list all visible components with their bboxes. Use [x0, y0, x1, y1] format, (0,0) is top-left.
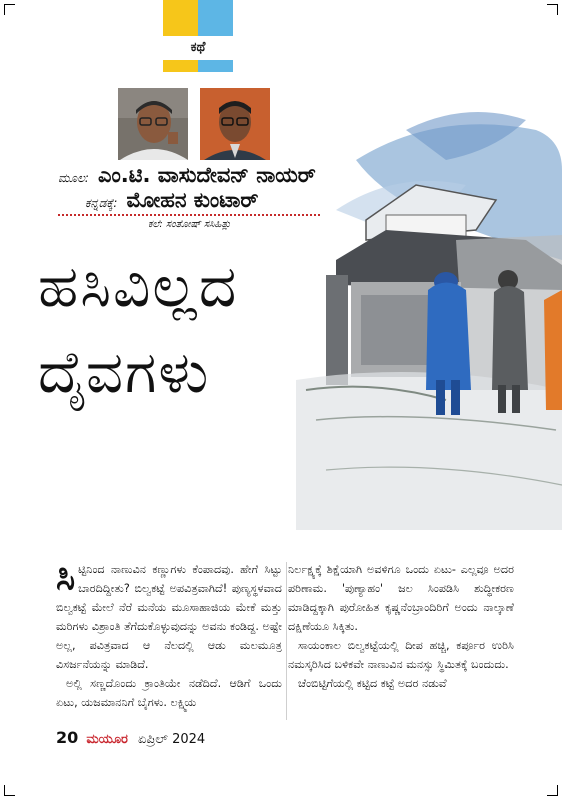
magazine-name: ಮಯೂರ — [86, 732, 128, 747]
drop-cap: ಸಿ — [56, 557, 76, 598]
source-label: ಮೂಲ: — [58, 171, 89, 185]
author-photo — [118, 88, 188, 160]
story-title-line1: ಹಸಿವಿಲ್ಲದ — [38, 252, 239, 320]
story-title-line2: ದೈವಗಳು — [38, 338, 211, 406]
issue-date: ಏಪ್ರಿಲ್ 2024 — [138, 732, 206, 747]
watercolor-illustration — [296, 90, 562, 530]
paragraph-text: ಟ್ಟಿನಿಂದ ನಾಣುವಿನ ಕಣ್ಣುಗಳು ಕೆಂಪಾದವು. ಹೇಗೆ ಸಿಟ್ಟು ಬಾರದಿದ್ದೀತು? ಬಿಲ್ವಕಟ್ಟೆ ಅಪವಿತ್ರವಾಗಿದೆ! ಪುಣ್ಯಸ್ಥಳವಾದ ಬಿಲ್ವಕಟ್ಟೆ ಮೇಲೆ ನೆರೆ ಮನೆಯ ಮೂಸಾಹಾಜಿಯ ಮೇಕೆ ಮತ್ತು ಮರಿಗಳು ವಿಶ್ರಾಂತಿ ತೆಗೆದುಕೊಳ್ಳುವುದನ್ನು ಅವನು ಕಂಡಿದ್ದ. ಅಷ್ಟೇ ಅಲ್ಲ, ಪವಿತ್ರವಾದ ಆ ನೆಲದಲ್ಲಿ ಆಡು ಮಲಮೂತ್ರ ವಿಸರ್ಜನೆಯನ್ನು ಮಾಡಿದೆ. — [56, 563, 282, 671]
page-number: 20 — [56, 728, 79, 747]
translator-photo — [200, 88, 270, 160]
tag-yellow-bar — [163, 60, 198, 72]
crop-mark — [4, 785, 15, 796]
crop-mark — [547, 4, 558, 15]
author-name: ಎಂ.ಟಿ. ವಾಸುದೇವನ್ ನಾಯರ್ — [97, 163, 316, 187]
paragraph: ಸಾಯಂಕಾಲ ಬಿಲ್ವಕಟ್ಟೆಯಲ್ಲಿ ದೀಪ ಹಚ್ಚಿ, ಕರ್ಪೂರ ಉರಿಸಿ ನಮಸ್ಕರಿಸಿದ ಬಳಿಕವೇ ನಾಣುವಿನ ಮನಸ್ಸು ಸ್ಥಿಮಿತಕ್ಕೆ ಬಂದುದು. — [288, 639, 514, 671]
section-tag — [163, 0, 233, 72]
author-credit — [58, 163, 316, 188]
paragraph: ಅಲ್ಲಿ ಸಣ್ಣದೊಂದು ಕ್ರಾಂತಿಯೇ ನಡೆದಿದೆ. ಆಡಿಗೆ ಒಂದು ಏಟು, ಯಜಮಾನನಿಗೆ ಬೈಗಳು. ಲಕ್ಷ್ಮಿಯ — [56, 677, 282, 709]
crop-mark — [547, 785, 558, 796]
body-column-left — [56, 557, 282, 712]
paragraph: ನಿರ್ಲಕ್ಷ್ಯಕ್ಕೆ ಶಿಕ್ಷೆಯಾಗಿ ಅವಳಿಗೂ ಒಂದು ಏಟು- ಎಲ್ಲವೂ ಅದರ ಪರಿಣಾಮ. 'ಪುಣ್ಯಾಹಂ' ಜಲ ಸಿಂಪಡಿಸಿ ಶುದ್ಧೀಕರಣ ಮಾಡಿದ್ದಕ್ಕಾಗಿ ಪುರೋಹಿತ ಕೃಷ್ಣನೆಂಬ್ರಾಂದಿರಿಗೆ ಅಂದು ನಾಲ್ಕಾಣೆ ದಕ್ಷಿಣೆಯೂ ಸಿಕ್ಕಿತು. — [288, 563, 514, 633]
translator-credit — [85, 188, 258, 213]
dotted-rule — [58, 214, 320, 216]
paragraph — [56, 557, 282, 674]
page-footer — [56, 728, 205, 747]
crop-mark — [4, 4, 15, 15]
section-label: ಕಥೆ — [163, 36, 233, 60]
tag-blue-block — [198, 0, 233, 36]
paragraph: ಚೆಂಬಿಟ್ಟಿಗೆಯಲ್ಲಿ ಕಟ್ಟಿದ ಕಟ್ಟೆ ಅದರ ನಡುವೆ — [298, 677, 447, 690]
article-body — [56, 557, 514, 720]
body-column-right — [288, 560, 514, 693]
column-divider — [286, 562, 287, 720]
tag-blue-bar — [198, 60, 233, 72]
translation-label: ಕನ್ನಡಕ್ಕೆ: — [85, 196, 118, 210]
translator-name: ಮೋಹನ ಕುಂಟಾರ್ — [126, 188, 259, 212]
art-credit: ಕಲೆ: ಸಂತೋಷ್ ಸಸಿಹಿತ್ಲು — [148, 219, 232, 230]
